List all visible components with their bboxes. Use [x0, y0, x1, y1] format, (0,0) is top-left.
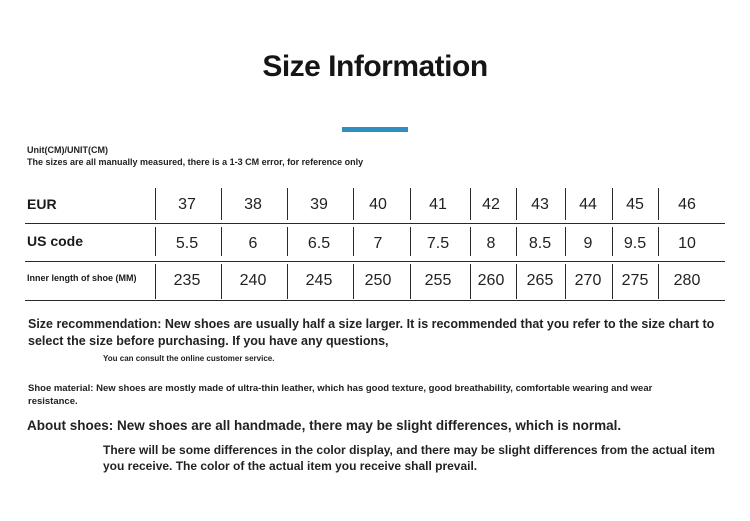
column-divider [155, 227, 156, 256]
table-cell: 45 [626, 196, 644, 213]
table-cell: 39 [310, 196, 328, 213]
table-cell: 6 [248, 235, 258, 252]
row-label: Inner length of shoe (MM) [27, 273, 137, 283]
table-cell: 7.5 [426, 235, 450, 252]
table-cell: 44 [579, 196, 597, 213]
table-cell: 42 [482, 196, 500, 213]
table-cell: 43 [531, 196, 549, 213]
table-row-inner-length [25, 261, 725, 300]
table-cell: 9 [583, 235, 593, 252]
column-divider [221, 188, 222, 220]
column-divider [516, 227, 517, 256]
column-divider [565, 188, 566, 220]
column-divider [410, 264, 411, 299]
column-divider [353, 227, 354, 256]
column-divider [658, 227, 659, 256]
unit-note [27, 144, 363, 168]
column-divider [287, 227, 288, 256]
table-cell: 5.5 [175, 235, 199, 252]
table-cell: 235 [173, 272, 201, 289]
size-recommendation: Size recommendation: New shoes are usually half a size larger. It is recommended that you refer to the size chart to select the size before purchasing. If you have any questions, [28, 317, 715, 348]
row-label: US code [27, 233, 84, 249]
column-divider [612, 227, 613, 256]
page-title: Size Information [262, 50, 488, 83]
size-table [25, 184, 725, 300]
column-divider [516, 264, 517, 299]
table-cell: 8.5 [528, 235, 552, 252]
column-divider [516, 188, 517, 220]
online-service-note: You can consult the online customer service. [103, 354, 275, 363]
shoe-material-note: Shoe material: New shoes are mostly made of ultra-thin leather, which has good texture, good breathability, comfortable wearing and wear resistance. [28, 383, 653, 407]
column-divider [353, 264, 354, 299]
column-divider [410, 227, 411, 256]
table-row-eur [25, 184, 725, 224]
column-divider [565, 264, 566, 299]
table-cell: 8 [486, 235, 496, 252]
column-divider [565, 227, 566, 256]
table-row-us-code [25, 224, 725, 261]
about-shoes-note: About shoes: New shoes are all handmade, there may be slight differences, which is normal. [27, 418, 622, 433]
column-divider [287, 264, 288, 299]
column-divider [221, 227, 222, 256]
table-cell: 240 [239, 272, 267, 289]
table-cell: 37 [178, 196, 196, 213]
column-divider [658, 188, 659, 220]
table-cell: 260 [477, 272, 505, 289]
table-cell: 38 [244, 196, 262, 213]
measure-note: The sizes are all manually measured, there is a 1-3 CM error, for reference only [27, 157, 364, 167]
table-cell: 275 [621, 272, 649, 289]
column-divider [612, 188, 613, 220]
table-cell: 46 [678, 196, 696, 213]
table-cell: 280 [673, 272, 701, 289]
column-divider [221, 264, 222, 299]
table-cell: 41 [429, 196, 447, 213]
column-divider [470, 227, 471, 256]
table-cell: 7 [373, 235, 383, 252]
column-divider [612, 264, 613, 299]
unit-label: Unit(CM)/UNIT(CM) [27, 145, 108, 155]
table-cell: 6.5 [307, 235, 331, 252]
column-divider [287, 188, 288, 220]
table-cell: 245 [305, 272, 333, 289]
column-divider [155, 188, 156, 220]
table-cell: 265 [526, 272, 554, 289]
table-cell: 255 [424, 272, 452, 289]
column-divider [470, 188, 471, 220]
column-divider [470, 264, 471, 299]
table-cell: 9.5 [623, 235, 647, 252]
column-divider [353, 188, 354, 220]
table-cell: 40 [369, 196, 387, 213]
column-divider [155, 264, 156, 299]
table-cell: 10 [678, 235, 696, 252]
row-divider [25, 300, 725, 301]
table-cell: 250 [364, 272, 392, 289]
column-divider [410, 188, 411, 220]
table-cell: 270 [574, 272, 602, 289]
title-accent-bar [342, 127, 408, 132]
color-display-note: There will be some differences in the color display, and there may be slight differences from the actual item you receive. The color of the actual item you receive shall prevail. [103, 443, 715, 473]
row-label: EUR [27, 196, 57, 212]
column-divider [658, 264, 659, 299]
